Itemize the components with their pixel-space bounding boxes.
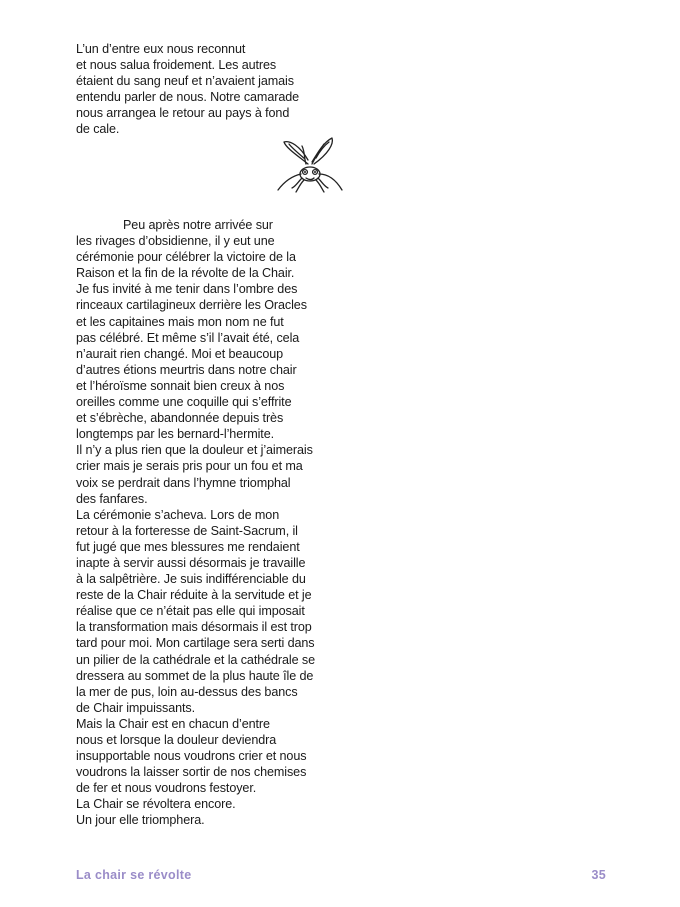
text-line: tard pour moi. Mon cartilage sera serti dans <box>76 636 315 651</box>
text-line: La Chair se révoltera encore. <box>76 797 236 812</box>
text-line: de Chair impuissants. <box>76 700 195 715</box>
insect-creature-icon <box>272 134 348 194</box>
text-line: oreilles comme une coquille qui s’effrite <box>76 395 292 410</box>
text-line: pas célébré. Et même s’il l’avait été, cela <box>76 330 300 345</box>
text-line: et nous salua froidement. Les autres <box>76 58 277 73</box>
text-line: Je fus invité à me tenir dans l’ombre des <box>76 282 298 297</box>
footer-book-title: La chair se révolte <box>76 868 192 882</box>
text-line: d’autres étions meurtris dans notre chair <box>76 362 297 377</box>
text-line: insupportable nous voudrons crier et nous <box>76 749 307 764</box>
text-line: la transformation mais désormais il est trop <box>76 620 312 635</box>
text-line: voudrons la laisser sortir de nos chemises <box>76 765 307 780</box>
text-line: étaient du sang neuf et n’avaient jamais <box>76 74 294 89</box>
text-line: reste de la Chair réduite à la servitude et je <box>76 588 312 603</box>
text-line: les rivages d’obsidienne, il y eut une <box>76 234 275 249</box>
text-line: de cale. <box>76 122 120 137</box>
main-text <box>76 217 366 829</box>
text-line: et s’ébrèche, abandonnée depuis très <box>76 411 284 426</box>
text-line: Raison et la fin de la révolte de la Chair. <box>76 266 295 281</box>
text-line: Il n’y a plus rien que la douleur et j’aimerais <box>76 443 313 458</box>
text-line: Peu après notre arrivée sur <box>123 218 273 232</box>
text-line: crier mais je serais pris pour un fou et ma <box>76 459 303 474</box>
text-line: la mer de pus, loin au-dessus des bancs <box>76 684 298 699</box>
text-line: voix se perdrait dans l’hymne triomphal <box>76 475 291 490</box>
text-line: entendu parler de nous. Notre camarade <box>76 90 300 105</box>
text-line: nous et lorsque la douleur deviendra <box>76 733 277 747</box>
top-paragraph <box>76 41 366 138</box>
text-line: cérémonie pour célébrer la victoire de la <box>76 250 296 265</box>
text-line: réalise que ce n’était pas elle qui imposait <box>76 604 305 619</box>
text-line: Mais la Chair est en chacun d’entre <box>76 716 270 731</box>
text-line: longtemps par les bernard-l’hermite. <box>76 427 274 442</box>
text-line: n’aurait rien changé. Moi et beaucoup <box>76 346 284 361</box>
text-line: Un jour elle triomphera. <box>76 813 205 828</box>
text-line: un pilier de la cathédrale et la cathédrale se <box>76 652 316 667</box>
text-line: et l’héroïsme sonnait bien creux à nos <box>76 378 285 393</box>
text-line: et les capitaines mais mon nom ne fut <box>76 314 284 329</box>
page-number: 35 <box>591 868 606 882</box>
text-line: retour à la forteresse de Saint-Sacrum, il <box>76 523 298 538</box>
text-line: des fanfares. <box>76 491 148 506</box>
text-line: de fer et nous voudrons festoyer. <box>76 781 257 796</box>
text-line: nous arrangea le retour au pays à fond <box>76 106 290 121</box>
text-line: rinceaux cartilagineux derrière les Oracles <box>76 298 307 313</box>
text-line: à la salpêtrière. Je suis indifférenciable du <box>76 572 306 587</box>
text-line: fut jugé que mes blessures me rendaient <box>76 539 300 554</box>
text-line: inapte à servir aussi désormais je travaille <box>76 555 306 570</box>
text-line: La cérémonie s’acheva. Lors de mon <box>76 507 280 522</box>
text-line: dressera au sommet de la plus haute île de <box>76 668 314 683</box>
text-line: L’un d’entre eux nous reconnut <box>76 42 246 56</box>
